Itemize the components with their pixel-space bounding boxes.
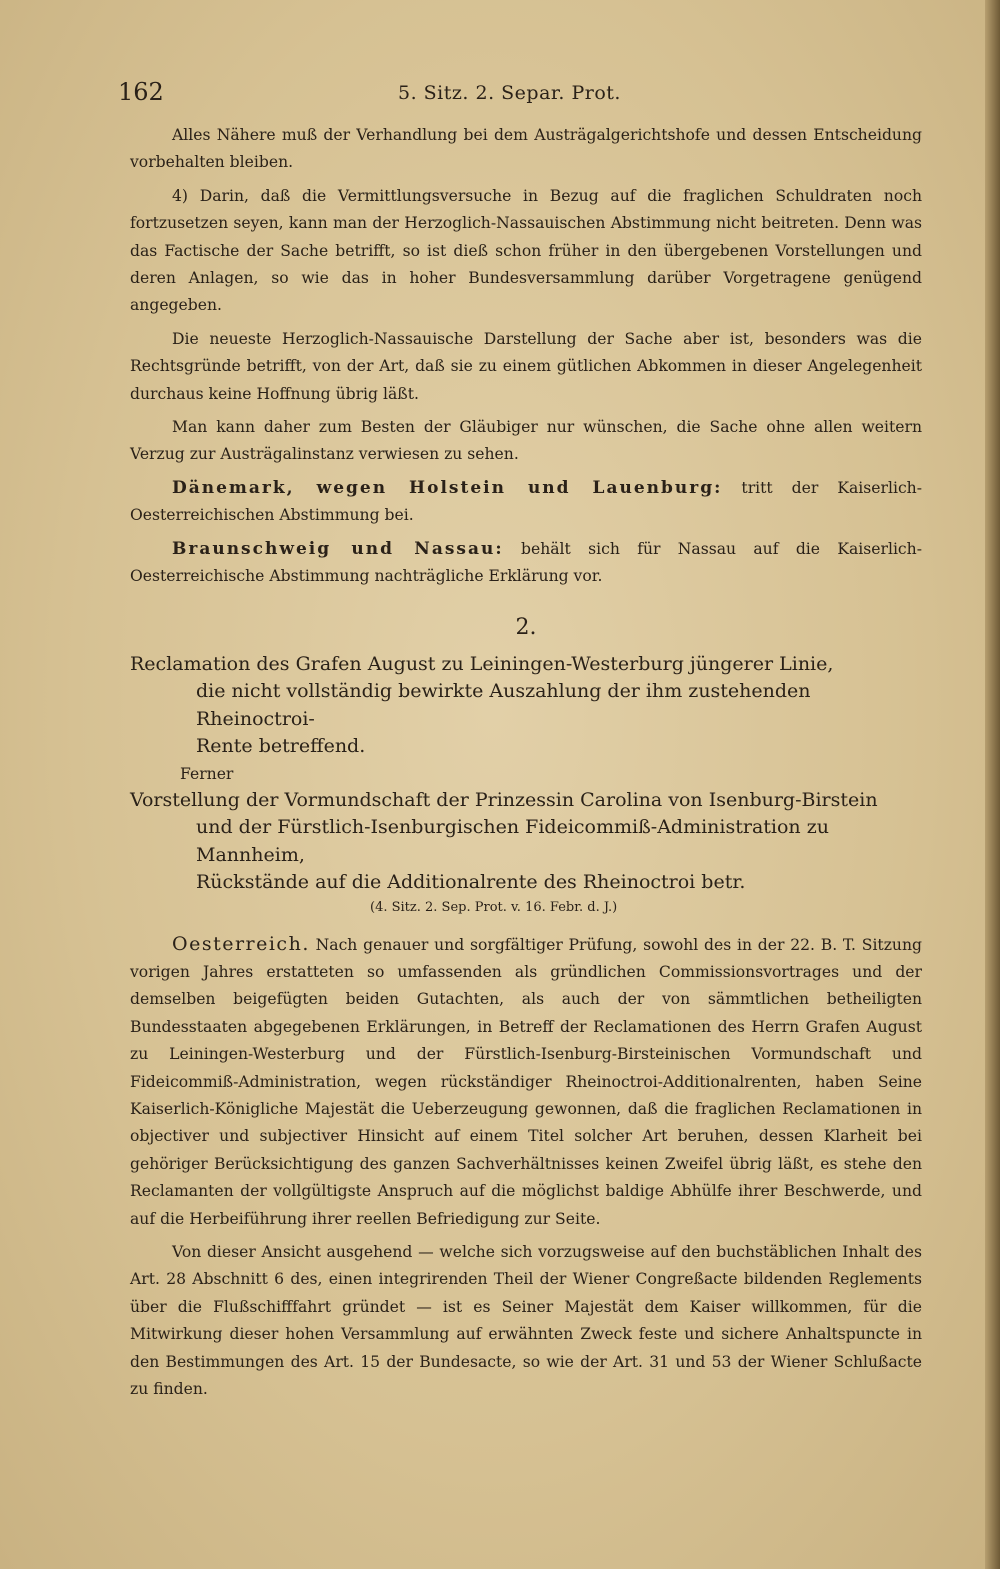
vote-text: behält sich für Nassau auf die Kaiserlich-Oesterreichische Abstimmung nachträgliche Erklärung vor. <box>130 539 922 586</box>
vote-lead: Braunschweig und Nassau: <box>172 538 504 559</box>
section-title-2 <box>130 787 922 897</box>
title-line: Rückstände auf die Additionalrente des Rheinoctroi betr. <box>196 871 746 893</box>
protocol-reference: (4. Sitz. 2. Sep. Prot. v. 16. Febr. d. J.) <box>370 899 618 915</box>
paragraph: 4) Darin, daß die Vermittlungsversuche in Bezug auf die fraglichen Schuldraten noch fortzusetzen seyen, kann man der Herzoglich-Nassauischen Abstimmung nicht beitreten. Denn was das Factische der Sache betrifft, so ist dieß schon früher in den übergebenen Vorstellungen und deren Anlagen, so wie das in hoher Bundesversammlung darüber Vorgetragene genügend angegeben. <box>130 186 922 315</box>
vote-paragraph <box>130 536 922 591</box>
title-line: Reclamation des Grafen August zu Leiningen-Westerburg jüngerer Linie, <box>130 652 834 675</box>
paragraph: Alles Nähere muß der Verhandlung bei dem Austrägalgerichtshofe und dessen Entscheidung vorbehalten bleiben. <box>130 126 922 172</box>
vote-lead: Dänemark, wegen Holstein und Lauenburg: <box>172 477 723 498</box>
paragraph: Man kann daher zum Besten der Gläubiger nur wünschen, die Sache ohne allen weitern Verzug zur Austrägalinstanz verwiesen zu sehen. <box>130 418 922 464</box>
title-line: die nicht vollständig bewirkte Auszahlung der ihm zustehenden Rheinoctroi- <box>196 680 811 730</box>
vote-text: tritt der Kaiserlich-Oesterreichischen Abstimmung bei. <box>130 478 922 525</box>
paragraph: Von dieser Ansicht ausgehend — welche sich vorzugsweise auf den buchstäblichen Inhalt des Art. 28 Abschnitt 6 des, einen integrirenden Theil der Wiener Congreßacte bildenden Reglements über die Flußschifffahrt gründet — ist es Seiner Majestät dem Kaiser willkommen, für die Mitwirkung dieser hohen Versammlung auf erwähnten Zweck feste und sichere Anhaltspuncte in den Bestimmungen des Art. 15 der Bundesacte, so wie der Art. 31 und 53 der Wiener Schlußacte zu finden. <box>130 1242 922 1398</box>
vote-paragraph <box>130 475 922 530</box>
paragraph: Die neueste Herzoglich-Nassauische Darstellung der Sache aber ist, besonders was die Rechtsgründe betrifft, von der Art, daß sie zu einem gütlichen Abkommen in dieser Angelegenheit durchaus keine Hoffnung übrig läßt. <box>130 329 922 403</box>
book-edge <box>985 0 1000 1569</box>
title-line: Rente betreffend. <box>196 735 366 757</box>
page-number: 162 <box>118 78 164 106</box>
ferner-label: Ferner <box>180 764 234 783</box>
title-line: und der Fürstlich-Isenburgischen Fideicommiß-Administration zu Mannheim, <box>196 816 829 866</box>
vote-lead: Oesterreich. <box>172 932 310 955</box>
vote-paragraph <box>130 931 922 1233</box>
page-body <box>130 122 922 1403</box>
section-number: 2. <box>515 614 537 640</box>
vote-text: Nach genauer und sorgfältiger Prüfung, sowohl des in der 22. B. T. Sitzung vorigen Jahres erstatteten so umfassenden als gründlichen Commissionsvortrages und der demselben beigefügten beiden Gutachten, als auch der von sämmtlichen betheiligten Bundesstaaten abgegebenen Erklärungen, in Betreff der Reclamationen des Herrn Grafen August zu Leiningen-Westerburg und der Fürstlich-Isenburg-Birsteinischen Vormundschaft und Fideicommiß-Administration, wegen rückständiger Rheinoctroi-Additionalrenten, haben Seine Kaiserlich-Königliche Majestät die Ueberzeugung gewonnen, daß die fraglichen Reclamationen in objectiver und subjectiver Hinsicht auf einem Titel solcher Art beruhen, dessen Klarheit bei gehöriger Berücksichtigung des ganzen Sachverhältnisses keinen Zweifel übrig läßt, es stehe den Reclamanten der vollgültigste Anspruch auf die möglichst baldige Abhülfe ihrer Beschwerde, und auf die Herbeiführung ihrer reellen Befriedigung zur Seite. <box>130 935 922 1228</box>
section-title <box>130 651 922 761</box>
title-line: Vorstellung der Vormundschaft der Prinzessin Carolina von Isenburg-Birstein <box>130 788 878 811</box>
running-title: 5. Sitz. 2. Separ. Prot. <box>398 82 621 104</box>
page-header <box>118 78 948 114</box>
